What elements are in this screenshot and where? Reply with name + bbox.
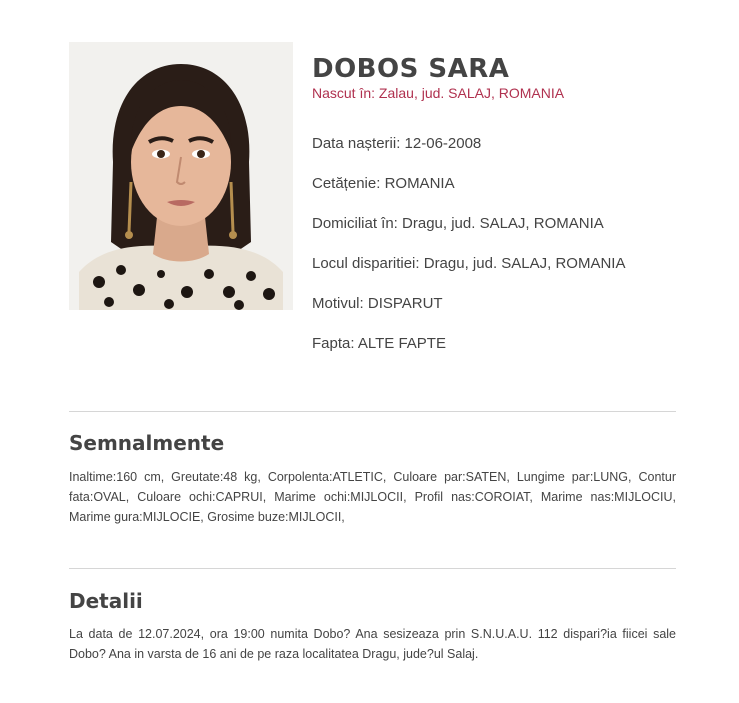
person-photo xyxy=(69,42,293,310)
semnalmente-title: Semnalmente xyxy=(69,431,225,455)
field-birth-date xyxy=(312,134,481,154)
detalii-text: La data de 12.07.2024, ora 19:00 numita Dobo? Ana sesizeaza prin S.N.U.A.U. 112 dispari?ia fiicei sale Dobo? Ana in varsta de 16 ani de pe raza localitatea Dragu, jude?ul Salaj. xyxy=(69,627,676,661)
semnalmente-text: Inaltime:160 cm, Greutate:48 kg, Corpolenta:ATLETIC, Culoare par:SATEN, Lungime par:LUNG, Contur fata:OVAL, Culoare ochi:CAPRUI, Marime ochi:MIJLOCII, Profil nas:COROIAT, Marime nas:MIJLOCIU, Marime gura:MIJLOCIE, Grosime buze:MIJLOCII, xyxy=(69,470,676,524)
field-label: Cetățenie: xyxy=(312,175,381,192)
person-info xyxy=(312,54,712,352)
field-label: Locul disparitiei: xyxy=(312,255,420,272)
field-value: ROMANIA xyxy=(384,175,455,192)
detalii-title: Detalii xyxy=(69,589,143,613)
divider xyxy=(69,411,676,412)
field-reason xyxy=(312,294,443,314)
field-value: ALTE FAPTE xyxy=(357,335,446,352)
field-disappearance-place xyxy=(312,254,625,274)
field-label: Fapta: xyxy=(312,335,355,352)
field-offense xyxy=(312,334,446,354)
divider xyxy=(69,568,676,569)
person-name: DOBOS SARA xyxy=(312,54,510,84)
field-domicile xyxy=(312,214,604,234)
field-label: Motivul: xyxy=(312,295,364,312)
field-citizenship xyxy=(312,174,455,194)
birthplace-line: Nascut în: Zalau, jud. SALAJ, ROMANIA xyxy=(312,85,565,101)
field-value: Dragu, jud. SALAJ, ROMANIA xyxy=(423,255,626,272)
field-value: 12-06-2008 xyxy=(404,135,482,152)
field-label: Data nașterii: xyxy=(312,135,401,152)
field-value: Dragu, jud. SALAJ, ROMANIA xyxy=(402,215,604,232)
field-label: Domiciliat în: xyxy=(312,215,398,232)
portrait-image xyxy=(69,42,293,310)
field-value: DISPARUT xyxy=(367,295,443,312)
